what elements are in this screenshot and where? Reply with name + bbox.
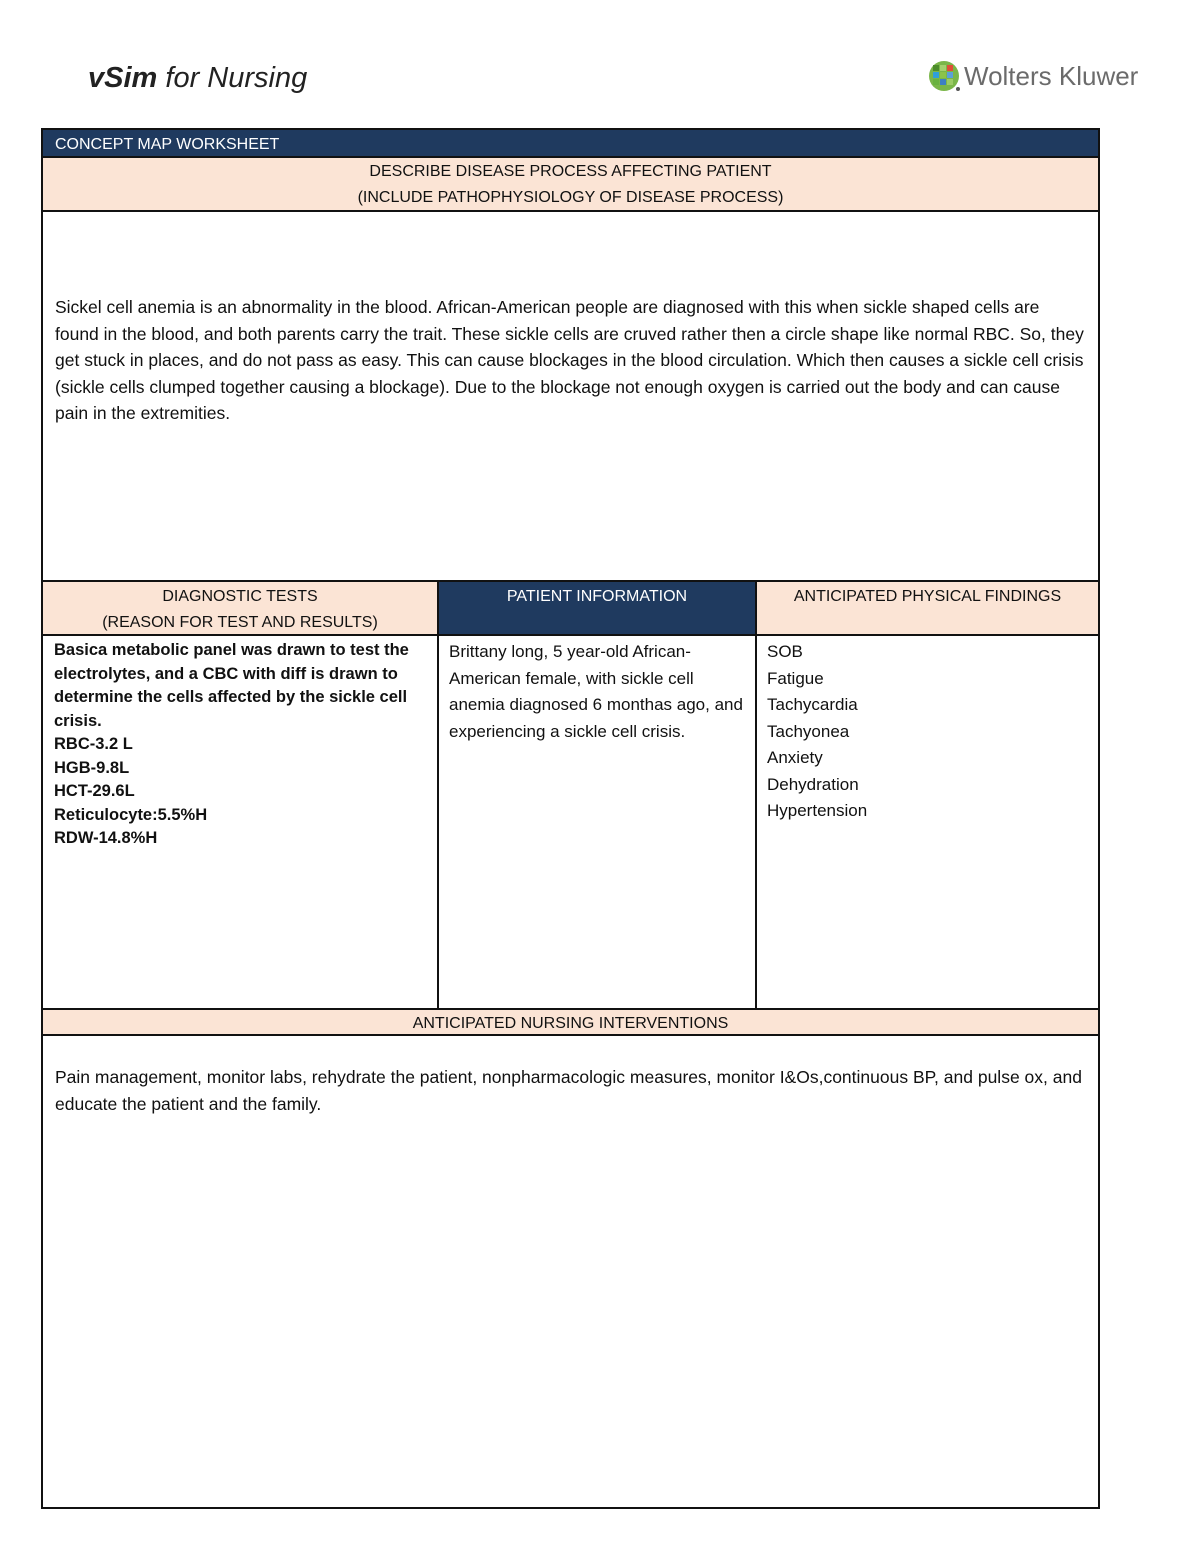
diagnostic-body [43, 636, 439, 1010]
wolters-kluwer-text: Wolters Kluwer [964, 60, 1139, 91]
describe-body: Sickel cell anemia is an abnormality in the blood. African-American people are diagnosed with this when sickle shaped cells are found in the blood, and both parents carry the trait. These sickle cells are cruved rather then a circle shape like normal RBC. So, they get stuck in places, and do not pass as easy. This can cause blockages in the blood circulation. Which then causes a sickle cell crisis (sickle cells clumped together causing a blockage). Due to the blockage not enough oxygen is carried out the body and can cause pain in the extremities. [43, 212, 1098, 582]
result-hgb: HGB-9.8L [54, 758, 130, 777]
finding-item: Tachycardia [767, 695, 858, 714]
vsim-logo-v: v [88, 62, 105, 94]
diagnostic-heading-line1: DIAGNOSTIC TESTS [162, 588, 318, 605]
findings-body [757, 636, 1098, 1010]
finding-item: Anxiety [767, 748, 823, 767]
patient-heading: PATIENT INFORMATION [439, 582, 757, 636]
interventions-heading: ANTICIPATED NURSING INTERVENTIONS [43, 1010, 1098, 1036]
diagnostic-heading [43, 582, 439, 636]
findings-heading: ANTICIPATED PHYSICAL FINDINGS [757, 582, 1098, 636]
describe-heading-line2: (INCLUDE PATHOPHYSIOLOGY OF DISEASE PROCESS) [357, 189, 784, 206]
finding-item: SOB [767, 642, 803, 661]
finding-item: Hypertension [767, 801, 868, 820]
wolters-kluwer-logo [928, 60, 1138, 92]
vsim-logo-sim: Sim [104, 62, 158, 94]
result-rdw: RDW-14.8%H [54, 829, 158, 847]
wolters-kluwer-globe-icon [928, 60, 960, 92]
vsim-logo [88, 62, 307, 95]
concept-map-worksheet [41, 128, 1100, 1509]
diagnostic-heading-line2: (REASON FOR TEST AND RESULTS) [102, 614, 378, 631]
describe-heading-line1: DESCRIBE DISEASE PROCESS AFFECTING PATIENT [369, 163, 772, 180]
patient-body: Brittany long, 5 year-old African-American female, with sickle cell anemia diagnosed 6 monthas ago, and experiencing a sickle cell crisis. [439, 636, 757, 1010]
finding-item: Fatigue [767, 668, 824, 688]
result-rbc: RBC-3.2 L [54, 735, 133, 753]
worksheet-title: CONCEPT MAP WORKSHEET [43, 130, 1098, 158]
finding-item: Tachyonea [767, 721, 850, 741]
interventions-body: Pain management, monitor labs, rehydrate the patient, nonpharmacologic measures, monitor I&Os,continuous BP, and pulse ox, and educate the patient and the family. [55, 1067, 1082, 1114]
vsim-logo-for-nursing: for Nursing [157, 62, 308, 94]
finding-item: Dehydration [767, 774, 859, 794]
result-hct: HCT-29.6L [54, 782, 135, 800]
result-reticulocyte: Reticulocyte:5.5%H [54, 805, 208, 824]
describe-heading [43, 158, 1098, 212]
diagnostic-intro: Basica metabolic panel was drawn to test the electrolytes, and a CBC with diff is drawn to determine the cells affected by the sickle cell crisis. [54, 641, 409, 730]
